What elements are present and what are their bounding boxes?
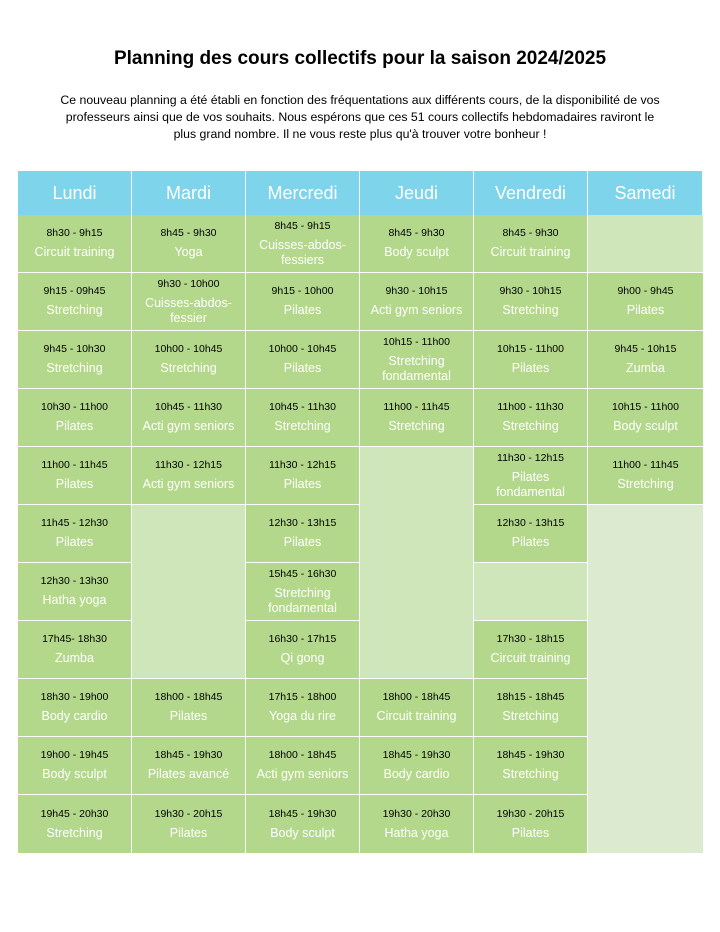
slot-time: 12h30 - 13h15 <box>496 517 565 529</box>
slot-course: Stretching <box>502 303 559 317</box>
slot-time: 18h00 - 18h45 <box>268 749 337 761</box>
class-slot <box>18 331 132 389</box>
slot-time: 11h30 - 12h15 <box>497 451 564 464</box>
intro-paragraph <box>36 92 684 143</box>
slot-course: Stretching <box>502 419 559 433</box>
class-slot <box>18 447 132 505</box>
class-slot <box>588 447 703 505</box>
class-slot <box>18 679 132 737</box>
slot-course: Pilates <box>283 477 322 491</box>
slot-course: Cuisses-abdos-fessier <box>145 295 232 325</box>
class-slot <box>588 389 703 447</box>
class-slot <box>246 563 360 621</box>
slot-course: Stretching fondamental <box>382 353 451 383</box>
empty-slot <box>588 505 703 854</box>
class-slot <box>246 795 360 854</box>
slot-course: Cuisses-abdos-fessiers <box>259 237 346 267</box>
slot-time: 18h45 - 19h30 <box>496 749 565 761</box>
class-slot <box>18 563 132 621</box>
class-slot <box>474 621 588 679</box>
class-slot <box>18 795 132 854</box>
slot-time: 11h00 - 11h45 <box>383 401 450 413</box>
slot-course: Stretching <box>502 709 559 723</box>
slot-course: Pilates <box>55 535 94 549</box>
slot-time: 18h00 - 18h45 <box>382 691 451 703</box>
class-slot <box>18 273 132 331</box>
class-slot <box>360 331 474 389</box>
intro-line: professeurs ainsi que de vos souhaits. Nous espérons que ces 51 cours collectifs hebdomadaires raviront le <box>65 110 655 124</box>
slot-time: 18h45 - 19h30 <box>382 749 451 761</box>
slot-course: Hatha yoga <box>384 825 449 840</box>
slot-course: Acti gym seniors <box>370 303 463 317</box>
slot-course: Circuit training <box>490 651 571 665</box>
slot-time: 17h15 - 18h00 <box>268 691 337 703</box>
slot-course: Pilates <box>511 825 550 840</box>
empty-slot <box>360 447 474 679</box>
slot-course: Hatha yoga <box>42 593 107 607</box>
slot-time: 19h30 - 20h15 <box>154 807 223 820</box>
class-slot <box>474 447 588 505</box>
slot-time: 9h15 - 09h45 <box>43 285 106 297</box>
class-slot <box>132 679 246 737</box>
slot-course: Stretching <box>46 825 103 840</box>
schedule-table <box>18 171 703 854</box>
slot-course: Pilates <box>626 303 665 317</box>
slot-time: 12h30 - 13h30 <box>40 575 109 587</box>
slot-time: 19h30 - 20h15 <box>496 807 565 820</box>
class-slot <box>18 215 132 273</box>
class-slot <box>474 795 588 854</box>
class-slot <box>474 737 588 795</box>
slot-course: Acti gym seniors <box>256 767 349 781</box>
slot-time: 10h00 - 10h45 <box>268 343 337 355</box>
slot-course: Yoga <box>174 245 203 259</box>
class-slot <box>246 621 360 679</box>
slot-time: 18h00 - 18h45 <box>154 691 223 703</box>
slot-time: 10h30 - 11h00 <box>41 401 108 413</box>
slot-time: 9h45 - 10h15 <box>614 343 677 355</box>
empty-slot <box>588 215 703 273</box>
slot-course: Stretching <box>160 361 217 375</box>
class-slot <box>474 389 588 447</box>
class-slot <box>588 273 703 331</box>
slot-course: Qi gong <box>280 651 325 665</box>
class-slot <box>132 389 246 447</box>
slot-time: 18h45 - 19h30 <box>268 807 337 820</box>
slot-time: 19h00 - 19h45 <box>40 749 109 761</box>
slot-time: 9h15 - 10h00 <box>271 285 334 297</box>
slot-course: Pilates <box>55 477 94 491</box>
class-slot <box>360 215 474 273</box>
slot-time: 11h00 - 11h45 <box>612 459 679 471</box>
class-slot <box>246 389 360 447</box>
slot-time: 10h15 - 11h00 <box>612 401 679 413</box>
class-slot <box>132 273 246 331</box>
slot-time: 9h30 - 10h00 <box>157 277 220 290</box>
slot-time: 17h30 - 18h15 <box>496 633 565 645</box>
slot-course: Stretching <box>502 767 559 781</box>
class-slot <box>360 273 474 331</box>
slot-course: Pilates <box>511 361 550 375</box>
class-slot <box>246 505 360 563</box>
class-slot <box>588 331 703 389</box>
slot-time: 19h45 - 20h30 <box>40 807 109 820</box>
slot-time: 18h45 - 19h30 <box>154 749 223 761</box>
slot-course: Pilates <box>283 303 322 317</box>
class-slot <box>132 737 246 795</box>
class-slot <box>474 273 588 331</box>
class-slot <box>246 447 360 505</box>
slot-course: Stretching <box>388 419 445 433</box>
header-samedi: Samedi <box>588 171 703 215</box>
slot-course: Body cardio <box>383 767 450 781</box>
class-slot <box>246 331 360 389</box>
header-vendredi: Vendredi <box>474 171 588 215</box>
class-slot <box>360 389 474 447</box>
slot-course: Stretching fondamental <box>268 585 337 615</box>
slot-course: Circuit training <box>376 709 457 723</box>
slot-course: Stretching <box>274 419 331 433</box>
slot-time: 11h30 - 12h15 <box>155 459 222 471</box>
slot-course: Acti gym seniors <box>142 419 235 433</box>
slot-course: Pilates avancé <box>147 767 230 781</box>
class-slot <box>474 215 588 273</box>
slot-course: Body sculpt <box>42 767 107 781</box>
slot-time: 11h30 - 12h15 <box>269 459 336 471</box>
intro-line: Ce nouveau planning a été établi en fonction des fréquentations aux différents cours, de la disponibilité de vos <box>60 93 660 107</box>
header-lundi: Lundi <box>18 171 132 215</box>
class-slot <box>246 737 360 795</box>
empty-slot <box>474 563 588 621</box>
class-slot <box>360 679 474 737</box>
class-slot <box>132 447 246 505</box>
slot-time: 16h30 - 17h15 <box>268 633 337 645</box>
slot-time: 19h30 - 20h30 <box>382 807 451 820</box>
page-title: Planning des cours collectifs pour la saison 2024/2025 <box>113 48 607 69</box>
slot-time: 9h30 - 10h15 <box>499 285 562 297</box>
header-mercredi: Mercredi <box>246 171 360 215</box>
slot-time: 8h45 - 9h30 <box>160 227 217 239</box>
class-slot <box>132 331 246 389</box>
slot-time: 9h30 - 10h15 <box>385 285 448 297</box>
header-mardi: Mardi <box>132 171 246 215</box>
class-slot <box>132 215 246 273</box>
slot-time: 8h45 - 9h30 <box>502 227 559 239</box>
slot-course: Stretching <box>617 477 674 491</box>
slot-course: Stretching <box>46 361 103 375</box>
slot-course: Yoga du rire <box>269 709 336 723</box>
slot-course: Body sculpt <box>613 419 678 433</box>
header-jeudi: Jeudi <box>360 171 474 215</box>
slot-time: 11h45 - 12h30 <box>41 517 108 529</box>
class-slot <box>246 679 360 737</box>
slot-course: Stretching <box>46 303 103 317</box>
class-slot <box>474 331 588 389</box>
class-slot <box>18 737 132 795</box>
slot-course: Pilates fondamental <box>496 469 565 499</box>
slot-course: Zumba <box>55 651 94 665</box>
class-slot <box>132 795 246 854</box>
slot-course: Pilates <box>169 709 208 723</box>
slot-time: 8h45 - 9h30 <box>388 227 445 239</box>
slot-course: Pilates <box>283 535 322 549</box>
class-slot <box>18 621 132 679</box>
slot-time: 8h45 - 9h15 <box>274 219 331 232</box>
slot-course: Pilates <box>283 361 322 375</box>
slot-time: 10h15 - 11h00 <box>497 343 564 355</box>
slot-course: Body cardio <box>41 709 108 723</box>
intro-line: plus grand nombre. Il ne vous reste plus qu'à trouver votre bonheur ! <box>173 127 547 141</box>
slot-time: 11h00 - 11h30 <box>497 401 564 413</box>
slot-course: Pilates <box>511 535 550 549</box>
slot-time: 10h15 - 11h00 <box>383 335 450 348</box>
slot-time: 18h15 - 18h45 <box>496 691 565 703</box>
slot-time: 18h30 - 19h00 <box>40 691 109 703</box>
slot-course: Pilates <box>55 419 94 433</box>
slot-course: Body sculpt <box>384 245 449 259</box>
class-slot <box>474 505 588 563</box>
slot-course: Circuit training <box>490 245 571 259</box>
empty-slot <box>132 505 246 679</box>
slot-course: Pilates <box>169 825 208 840</box>
class-slot <box>474 679 588 737</box>
class-slot <box>360 737 474 795</box>
slot-time: 8h30 - 9h15 <box>46 227 103 239</box>
class-slot <box>360 795 474 854</box>
slot-time: 17h45- 18h30 <box>42 633 107 645</box>
class-slot <box>18 389 132 447</box>
slot-time: 10h45 - 11h30 <box>269 401 336 413</box>
slot-course: Acti gym seniors <box>142 477 235 491</box>
slot-time: 10h45 - 11h30 <box>155 401 222 413</box>
slot-time: 11h00 - 11h45 <box>41 459 108 471</box>
slot-time: 9h00 - 9h45 <box>617 285 674 297</box>
slot-course: Body sculpt <box>270 825 335 840</box>
slot-time: 9h45 - 10h30 <box>43 343 106 355</box>
class-slot <box>246 215 360 273</box>
slot-time: 15h45 - 16h30 <box>268 567 337 580</box>
slot-course: Zumba <box>626 361 665 375</box>
slot-time: 10h00 - 10h45 <box>154 343 223 355</box>
class-slot <box>246 273 360 331</box>
slot-time: 12h30 - 13h15 <box>268 517 337 529</box>
slot-course: Circuit training <box>34 245 115 259</box>
class-slot <box>18 505 132 563</box>
